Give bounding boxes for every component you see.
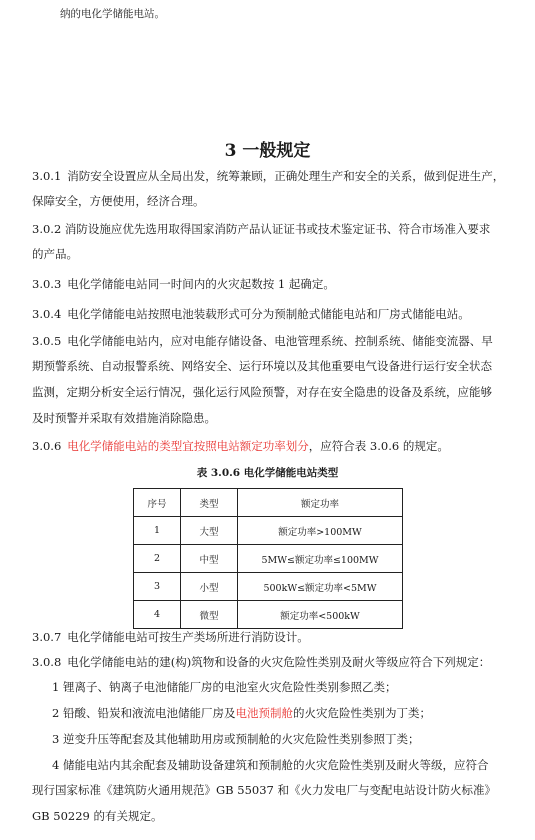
clause-3-0-1 (32, 168, 512, 184)
clause-3-0-8 (32, 654, 512, 670)
highlighted-text: 电池预制舱 (235, 706, 293, 720)
table-cell: 中型 (181, 545, 238, 573)
clause-3-0-8-item-2 (52, 705, 532, 721)
clause-3-0-7 (32, 629, 512, 645)
clause-3-0-2: 3.0.2 消防设施应优先选用取得国家消防产品认证证书或技术鉴定证书、符合市场准入要求 (32, 222, 491, 236)
table-header-cell: 序号 (134, 489, 181, 517)
clause-text: 电化学储能电站的建(构)筑物和设备的火灾危险性类别及耐火等级应符合下列规定： (67, 655, 491, 669)
clause-3-0-6 (32, 438, 512, 454)
item-text: 2 铅酸、铅炭和液流电池储能厂房及 (52, 706, 236, 720)
clause-text: 电化学储能电站按照电池装载形式可分为预制舱式储能电站和厂房式储能电站。 (67, 307, 470, 321)
clause-number: 3.0.8 (32, 655, 62, 669)
clause-3-0-5-line3: 监测，定期分析安全运行情况，强化运行风险预警，对存在安全隐患的设备及系统，应能够 (32, 385, 492, 399)
clause-3-0-3 (32, 276, 512, 292)
section-title: 3 一般规定 (224, 141, 311, 161)
table-cell: 500kW≤额定功率<5MW (238, 573, 403, 601)
clause-3-0-1-cont: 保障安全，方便使用，经济合理。 (32, 194, 205, 208)
table-cell: 1 (134, 517, 181, 545)
table-cell: 额定功率>100MW (238, 517, 403, 545)
table-cell: 3 (134, 573, 181, 601)
top-fragment: 纳的电化学储能电站。 (60, 8, 165, 20)
clause-text: 电化学储能电站可按生产类场所进行消防设计。 (67, 630, 309, 644)
power-type-table (133, 488, 403, 629)
clause-number: 3.0.4 (32, 307, 62, 321)
clause-3-0-2-cont: 的产品。 (32, 247, 78, 261)
table-row (134, 573, 403, 601)
table-cell: 2 (134, 545, 181, 573)
clause-3-0-8-item-4: 4 储能电站内其余配套及辅助设备建筑和预制舱的火灾危险性类别及耐火等级，应符合 (52, 758, 489, 772)
clause-number: 3.0.1 (32, 169, 62, 183)
clause-3-0-8-item-4-line2: 现行国家标准《建筑防火通用规范》GB 55037 和《火力发电厂与变配电站设计防火标准》 (32, 783, 497, 797)
table-cell: 大型 (181, 517, 238, 545)
table-row (134, 517, 403, 545)
clause-text: 电化学储能电站内，应对电能存储设备、电池管理系统、控制系统、储能变流器、早 (67, 334, 493, 348)
clause-text: 消防安全设置应从全局出发，统筹兼顾，正确处理生产和安全的关系，做到促进生产， (67, 169, 505, 183)
table-cell: 5MW≤额定功率≤100MW (238, 545, 403, 573)
clause-number: 3.0.6 (32, 439, 62, 453)
table-header-row (134, 489, 403, 517)
table-cell: 小型 (181, 573, 238, 601)
clause-3-0-8-item-3: 3 逆变升压等配套及其他辅助用房或预制舱的火灾危险性类别参照丁类； (52, 732, 420, 746)
clause-3-0-5-line2: 期预警系统、自动报警系统、网络安全、运行环境以及其他重要电气设备进行运行安全状态 (32, 359, 492, 373)
clause-3-0-5-line4: 及时预警并采取有效措施消除隐患。 (32, 411, 216, 425)
clause-3-0-5 (32, 333, 512, 349)
clause-number: 3.0.7 (32, 630, 62, 644)
item-text: 的火灾危险性类别为丁类； (292, 706, 431, 720)
table-cell: 微型 (181, 601, 238, 629)
table-header-cell: 额定功率 (238, 489, 403, 517)
clause-3-0-4 (32, 306, 512, 322)
clause-3-0-8-item-4-line3: GB 50229 的有关规定。 (32, 809, 163, 823)
table-row (134, 545, 403, 573)
table-caption: 表 3.0.6 电化学储能电站类型 (196, 467, 339, 479)
clause-3-0-8-item-1: 1 锂离子、钠离子电池储能厂房的电池室火灾危险性类别参照乙类； (52, 680, 397, 694)
highlighted-text: 电化学储能电站的类型宜按照电站额定功率划分 (67, 439, 309, 453)
clause-number: 3.0.5 (32, 334, 62, 348)
clause-text: ，应符合表 3.0.6 的规定。 (308, 439, 449, 453)
table-header-cell: 类型 (181, 489, 238, 517)
table-row (134, 601, 403, 629)
clause-text: 电化学储能电站同一时间内的火灾起数按 1 起确定。 (67, 277, 335, 291)
table-cell: 4 (134, 601, 181, 629)
clause-number: 3.0.3 (32, 277, 62, 291)
table-cell: 额定功率<500kW (238, 601, 403, 629)
